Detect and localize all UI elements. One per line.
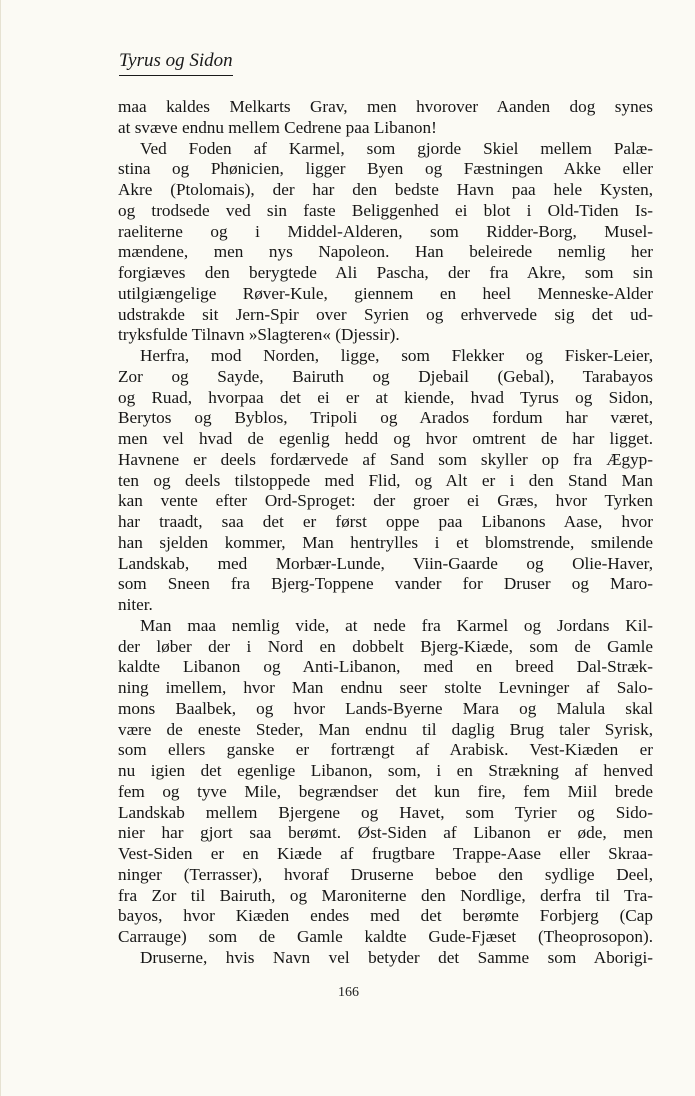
running-header: Tyrus og Sidon: [119, 50, 233, 76]
text-line: som Sneen fra Bjerg-Toppene vander for Druser og Maro-: [118, 574, 653, 594]
text-line: Landskab, med Morbær-Lunde, Viin-Gaarde og Olie-Haver,: [118, 553, 653, 573]
text-line: udstrakde sit Jern-Spir over Syrien og erhvervede sig det ud-: [118, 304, 653, 324]
text-line: Havnene er deels fordærvede af Sand som skyller op fra Ægyp-: [118, 449, 653, 469]
text-line: Ved Foden af Karmel, som gjorde Skiel mellem Palæ-: [140, 138, 653, 158]
text-line: ning imellem, hvor Man endnu seer stolte Levninger af Salo-: [118, 678, 653, 697]
text-line: Berytos og Byblos, Tripoli og Arados fordum har været,: [118, 408, 653, 428]
text-line: og trodsede ved sin faste Beliggenhed ei blot i Old-Tiden Is-: [118, 200, 653, 220]
text-line: fra Zor til Bairuth, og Maroniterne den Nordlige, derfra til Tra-: [118, 885, 653, 905]
body-text: [118, 97, 653, 969]
text-line: utilgiængelige Røver-Kule, giennem en heel Menneske-Alder: [118, 283, 653, 303]
text-line: tryksfulde Tilnavn »Slagteren« (Djessir).: [118, 325, 400, 345]
text-line: han sjelden kommer, Man hentrylles i et blomstrende, smilende: [118, 532, 653, 552]
page-number: 166: [338, 985, 359, 1000]
text-line: stina og Phønicien, ligger Byen og Fæstningen Akke eller: [118, 159, 653, 179]
text-line: nu igien det egenlige Libanon, som, i en Strækning af henved: [118, 761, 653, 780]
text-line: som ellers ganske er fortrængt af Arabisk. Vest-Kiæden er: [118, 740, 653, 760]
text-line: ten og deels tilstoppede med Flid, og Alt er i den Stand Man: [118, 470, 653, 490]
text-line: være de eneste Steder, Man endnu til daglig Brug taler Syrisk,: [118, 719, 653, 739]
text-line: men vel hvad de egenlig hedd og hvor omtrent de har ligget.: [118, 429, 653, 448]
text-line: kaldte Libanon og Anti-Libanon, med en breed Dal-Stræk-: [118, 657, 653, 677]
text-line: Zor og Sayde, Bairuth og Djebail (Gebal), Tarabayos: [118, 366, 653, 386]
text-line: niter.: [118, 595, 153, 614]
text-line: mons Baalbek, og hvor Lands-Byerne Mara og Malula skal: [118, 698, 653, 718]
text-line: har traadt, saa det er først oppe paa Libanons Aase, hvor: [118, 512, 653, 531]
text-line: Herfra, mod Norden, ligge, som Flekker og Fisker-Leier,: [140, 346, 653, 365]
text-line: Vest-Siden er en Kiæde af frugtbare Trappe-Aase eller Skraa-: [118, 844, 653, 863]
text-line: Man maa nemlig vide, at nede fra Karmel og Jordans Kil-: [140, 615, 653, 635]
text-line: fem og tyve Mile, begrændser det kun fire, fem Miil brede: [118, 781, 653, 801]
text-line: nier har gjort saa berømt. Øst-Siden af Libanon er øde, men: [118, 823, 653, 843]
text-line: kan vente efter Ord-Sproget: der groer ei Græs, hvor Tyrken: [118, 491, 653, 511]
text-line: og Ruad, hvorpaa det ei er at kiende, hvad Tyrus og Sidon,: [118, 387, 653, 407]
text-line: raeliterne og i Middel-Alderen, som Ridder-Borg, Musel-: [118, 221, 653, 241]
text-line: at svæve endnu mellem Cedrene paa Libanon!: [118, 117, 437, 137]
text-line: ninger (Terrasser), hvoraf Druserne beboe den sydlige Deel,: [118, 864, 653, 884]
text-line: maa kaldes Melkarts Grav, men hvorover Aanden dog synes: [118, 97, 653, 116]
text-line: der løber der i Nord en dobbelt Bjerg-Kiæde, som de Gamle: [118, 636, 653, 656]
text-line: Landskab mellem Bjergene og Havet, som Tyrier og Sido-: [118, 802, 653, 822]
text-line: Druserne, hvis Navn vel betyder det Samme som Aborigi-: [140, 947, 653, 967]
text-line: Akre (Ptolomais), der har den bedste Havn paa hele Kysten,: [118, 180, 653, 199]
text-line: forgiæves den berygtede Ali Pascha, der fra Akre, som sin: [118, 263, 653, 282]
text-line: mændene, men nys Napoleon. Han beleirede nemlig her: [118, 242, 653, 262]
text-line: Carrauge) som de Gamle kaldte Gude-Fjæset (Theoprosopon).: [118, 927, 653, 946]
text-line: bayos, hvor Kiæden endes med det berømte Forbjerg (Cap: [118, 906, 653, 926]
